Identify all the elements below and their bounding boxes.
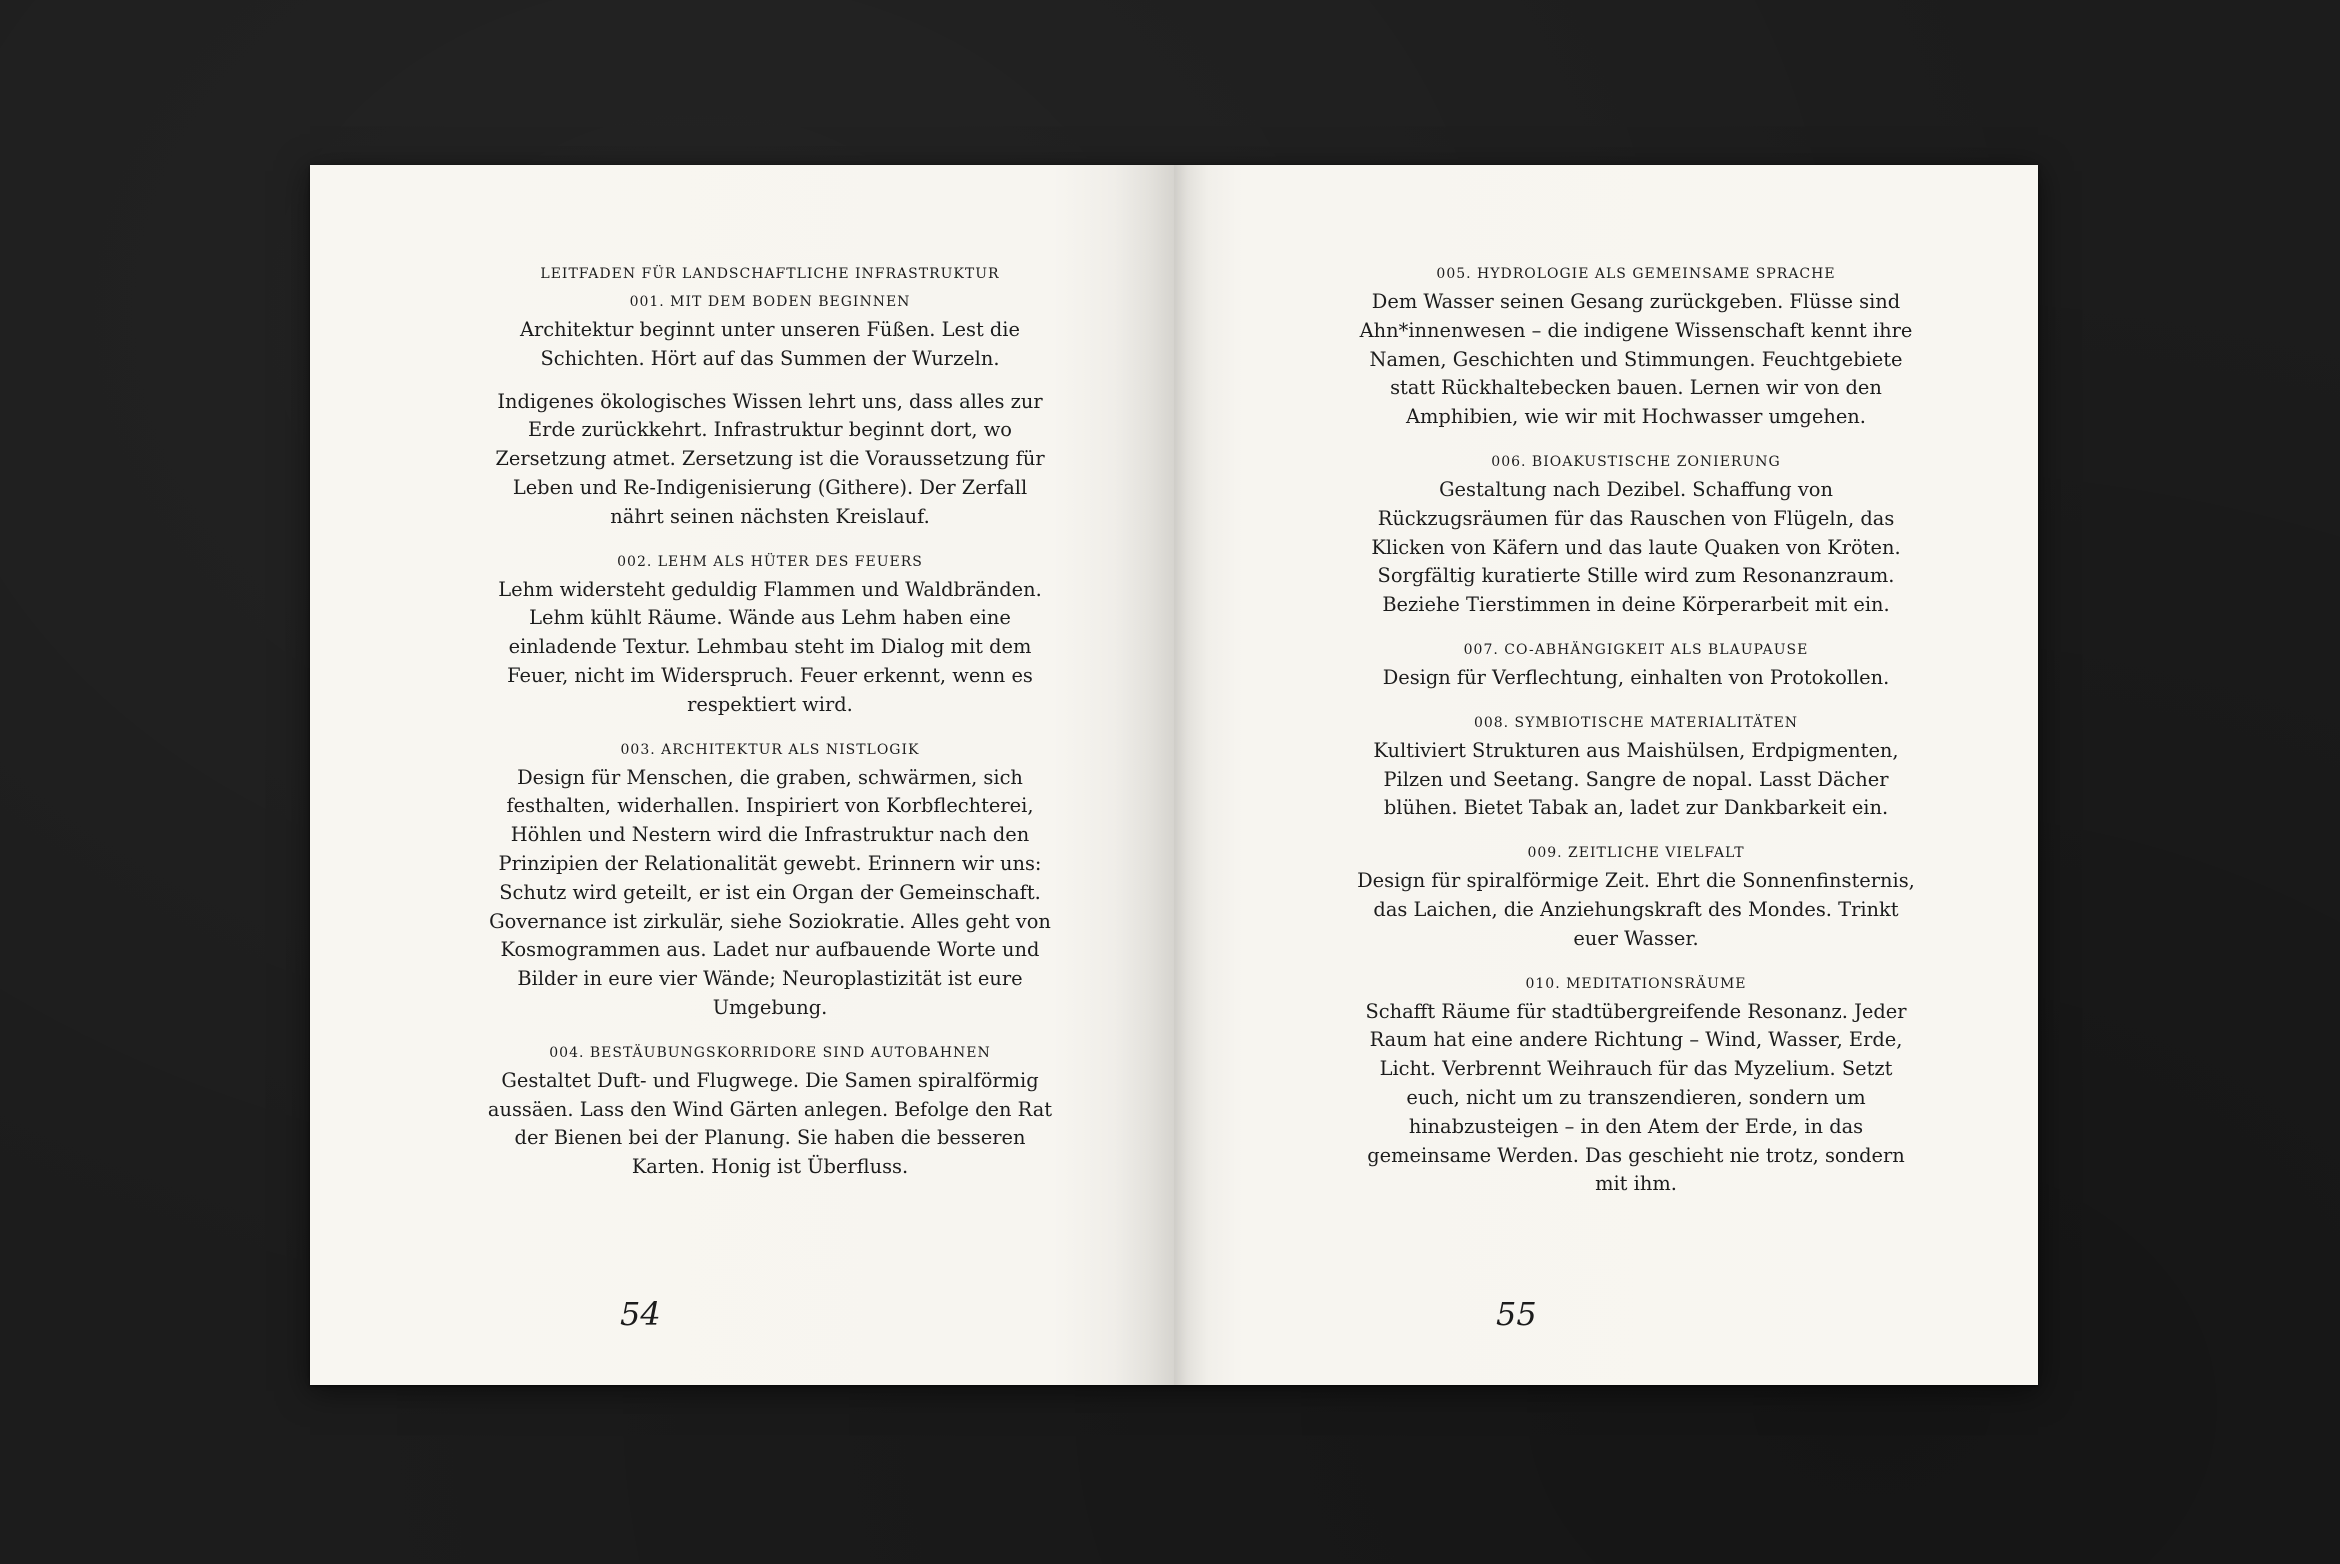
paragraph: Gestaltet Duft- und Flugwege. Die Samen spiralförmig aussäen. Lass den Wind Gärten anlegen. Befolge den Rat der Bienen bei der Planung. Sie haben die besseren Karten. Honig ist Überfluss. bbox=[487, 1068, 1053, 1179]
paragraph: Design für spiralförmige Zeit. Ehrt die Sonnenfinsternis, das Laichen, die Anziehungskraft des Mondes. Trinkt euer Wasser. bbox=[1357, 869, 1915, 950]
section-004 bbox=[485, 1039, 1055, 1182]
paragraph: Indigenes ökologisches Wissen lehrt uns, dass alles zur Erde zurückkehrt. Infrastruktur beginnt dort, wo Zersetzung atmet. Zersetzung ist die Voraussetzung für Leben und Re-Indigenisierung (Githere). Der Zerfall nährt seinen nächsten Kreislauf. bbox=[495, 389, 1045, 528]
section-title: 002. LEHM ALS HÜTER DES FEUERS bbox=[617, 553, 923, 570]
section-005 bbox=[1351, 260, 1921, 432]
section-009 bbox=[1351, 839, 1921, 953]
section-title: 009. ZEITLICHE VIELFALT bbox=[1527, 845, 1745, 862]
section-010 bbox=[1351, 970, 1921, 1200]
section-title: 004. BESTÄUBUNGSKORRIDORE SIND AUTOBAHNEN bbox=[549, 1044, 991, 1061]
section-008 bbox=[1351, 709, 1921, 823]
right-page bbox=[1174, 165, 2038, 1385]
section-title: 010. MEDITATIONSRÄUME bbox=[1525, 975, 1747, 992]
paragraph: Kultiviert Strukturen aus Maishülsen, Erdpigmenten, Pilzen und Seetang. Sangre de nopal. Lasst Dächer blühen. Bietet Tabak an, ladet zur Dankbarkeit ein. bbox=[1373, 738, 1899, 820]
book-spread bbox=[310, 165, 2038, 1385]
running-head: LEITFADEN FÜR LANDSCHAFTLICHE INFRASTRUKTUR bbox=[540, 266, 1000, 282]
section-007 bbox=[1351, 636, 1921, 693]
left-text-column bbox=[485, 260, 1055, 1198]
paragraph: Architektur beginnt unter unseren Füßen. Lest die Schichten. Hört auf das Summen der Wurzeln. bbox=[519, 318, 1020, 370]
section-title: 001. MIT DEM BODEN BEGINNEN bbox=[629, 294, 911, 310]
section-001 bbox=[485, 288, 1055, 532]
paragraph: Design für Verflechtung, einhalten von Protokollen. bbox=[1382, 665, 1890, 689]
paragraph: Dem Wasser seinen Gesang zurückgeben. Flüsse sind Ahn*innenwesen – die indigene Wissenschaft kennt ihre Namen, Geschichten und Stimmungen. Feuchtgebiete statt Rückhaltebecken bauen. Lernen wir von den Amphibien, wie wir mit Hochwasser umgehen. bbox=[1359, 290, 1913, 429]
section-title: 006. BIOAKUSTISCHE ZONIERUNG bbox=[1491, 453, 1781, 470]
paragraph: Schafft Räume für stadtübergreifende Resonanz. Jeder Raum hat eine andere Richtung – Wind, Wasser, Erde, Licht. Verbrennt Weihrauch für das Myzelium. Setzt euch, nicht um zu transzendieren, sondern um hinabzusteigen – in den Atem der Erde, in das gemeinsame Werden. Das geschieht nie trotz, sondern mit ihm. bbox=[1365, 999, 1907, 1196]
section-002 bbox=[485, 548, 1055, 720]
paragraph: Design für Menschen, die graben, schwärmen, sich festhalten, widerhallen. Inspiriert von Korbflechterei, Höhlen und Nestern wird die Infrastruktur nach den Prinzipien der Relationalität gewebt. Erinnern wir uns: Schutz wird geteilt, er ist ein Organ der Gemeinschaft. Governance ist zirkulär, siehe Soziokratie. Alles geht von Kosmogrammen aus. Ladet nur aufbauende Worte und Bilder in eure vier Wände; Neuroplastizität ist eure Umgebung. bbox=[489, 765, 1051, 1019]
section-006 bbox=[1351, 448, 1921, 620]
paragraph: Lehm widersteht geduldig Flammen und Waldbränden. Lehm kühlt Räume. Wände aus Lehm haben eine einladende Textur. Lehmbau steht im Dialog mit dem Feuer, nicht im Widerspruch. Feuer erkennt, wenn es respektiert wird. bbox=[498, 577, 1042, 716]
page-number: 54 bbox=[620, 1295, 661, 1333]
left-page bbox=[310, 165, 1174, 1385]
section-003 bbox=[485, 736, 1055, 1023]
section-title: 008. SYMBIOTISCHE MATERIALITÄTEN bbox=[1473, 714, 1799, 731]
section-title: 005. HYDROLOGIE ALS GEMEINSAME SPRACHE bbox=[1436, 266, 1836, 282]
page-number: 55 bbox=[1496, 1295, 1537, 1333]
paragraph: Gestaltung nach Dezibel. Schaffung von Rückzugsräumen für das Rauschen von Flügeln, das Klicken von Käfern und das laute Quaken von Kröten. Sorgfältig kuratierte Stille wird zum Resonanzraum. Beziehe Tierstimmen in deine Körperarbeit mit ein. bbox=[1371, 477, 1901, 617]
section-title: 007. CO-ABHÄNGIGKEIT ALS BLAUPAUSE bbox=[1463, 641, 1809, 658]
right-text-column bbox=[1351, 260, 1921, 1215]
section-title: 003. ARCHITEKTUR ALS NISTLOGIK bbox=[620, 741, 920, 758]
